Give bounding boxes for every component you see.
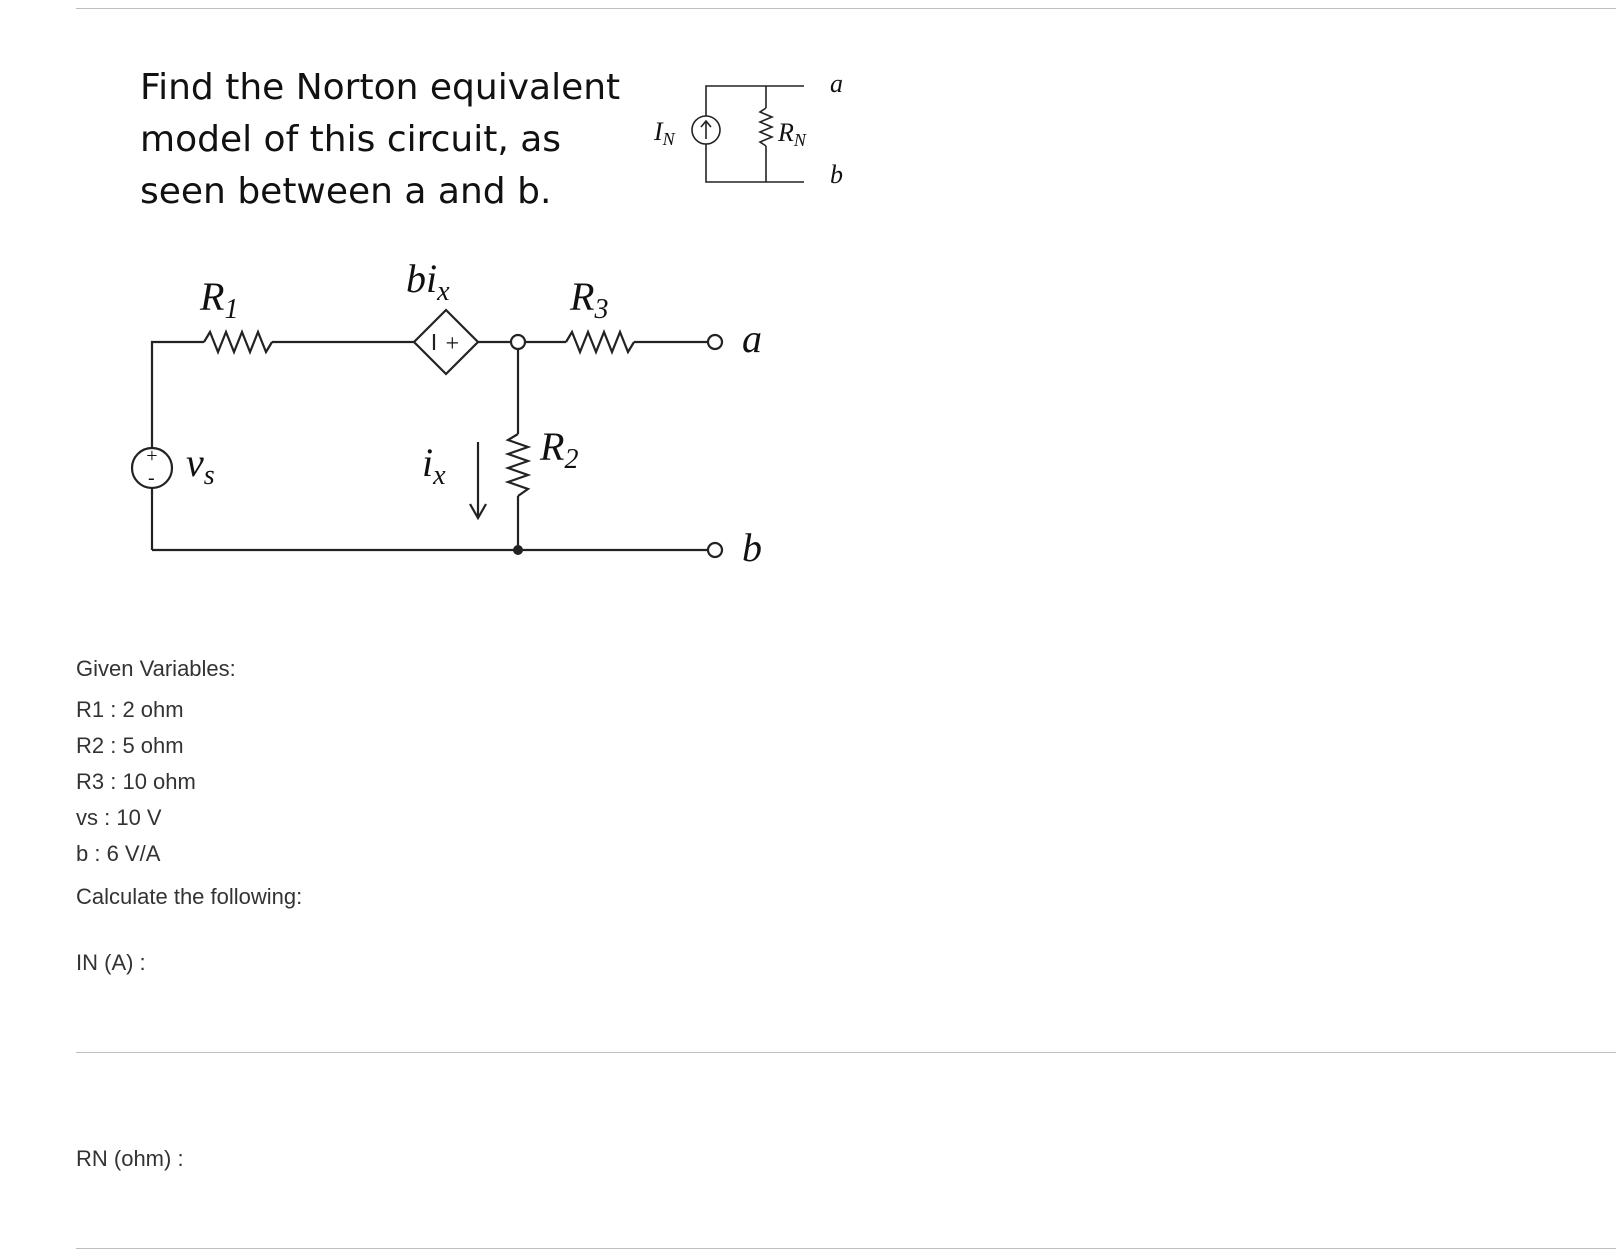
answer-divider-1 xyxy=(76,1052,1616,1053)
norton-top-wire xyxy=(706,86,804,116)
r1-label: $R_1$ xyxy=(200,274,239,325)
calculate-heading: Calculate the following: xyxy=(76,884,303,909)
norton-bottom-wire xyxy=(706,144,804,182)
r1-resistor-icon xyxy=(204,332,272,352)
r2-resistor-icon xyxy=(508,434,528,496)
answer-label-in: IN (A) : xyxy=(76,950,146,975)
terminal-b-node xyxy=(708,543,722,557)
given-item-r2: R2 : 5 ohm xyxy=(76,733,184,758)
norton-terminal-a: a xyxy=(830,69,843,98)
vs-minus: - xyxy=(148,467,155,489)
given-item-r1: R1 : 2 ohm xyxy=(76,697,184,722)
vs-plus: + xyxy=(145,445,159,467)
top-divider xyxy=(76,8,1616,9)
wire-left-top xyxy=(152,342,204,448)
answer-input-in[interactable] xyxy=(76,990,1610,1052)
given-heading: Given Variables: xyxy=(76,656,236,681)
given-item-r3: R3 : 10 ohm xyxy=(76,769,196,794)
answer-divider-2 xyxy=(76,1248,1616,1249)
r3-label: $R_3$ xyxy=(570,274,609,325)
prompt-line-2: model of this circuit, as xyxy=(140,119,562,160)
prompt-line-1: Find the Norton equivalent xyxy=(140,67,621,108)
r3-resistor-icon xyxy=(566,332,634,352)
terminal-b-label: b xyxy=(742,525,762,570)
problem-statement xyxy=(140,62,640,218)
ix-label: $i_x$ xyxy=(422,440,446,491)
prompt-line-3: seen between a and b. xyxy=(140,171,552,212)
terminal-a-label: a xyxy=(742,316,762,361)
terminal-a-node xyxy=(708,335,722,349)
given-item-vs: vs : 10 V xyxy=(76,805,162,830)
norton-resistor-icon xyxy=(760,108,772,146)
given-item-b: b : 6 V/A xyxy=(76,841,161,866)
dep-source-label: $bi_x$ xyxy=(406,256,450,307)
answer-label-rn: RN (ohm) : xyxy=(76,1146,184,1171)
answer-input-rn[interactable] xyxy=(76,1182,1610,1244)
norton-resistor-label: RN xyxy=(778,118,806,150)
node-bottom-junction xyxy=(513,545,523,555)
vs-label: $v_s$ xyxy=(186,440,215,491)
circuit-diagram xyxy=(110,250,810,580)
r2-label: $R_2$ xyxy=(540,424,579,475)
node-top xyxy=(511,335,525,349)
norton-equivalent-diagram xyxy=(640,64,860,204)
norton-source-label: IN xyxy=(654,117,675,149)
dep-source-plus: + xyxy=(444,331,461,357)
norton-terminal-b: b xyxy=(830,160,843,189)
